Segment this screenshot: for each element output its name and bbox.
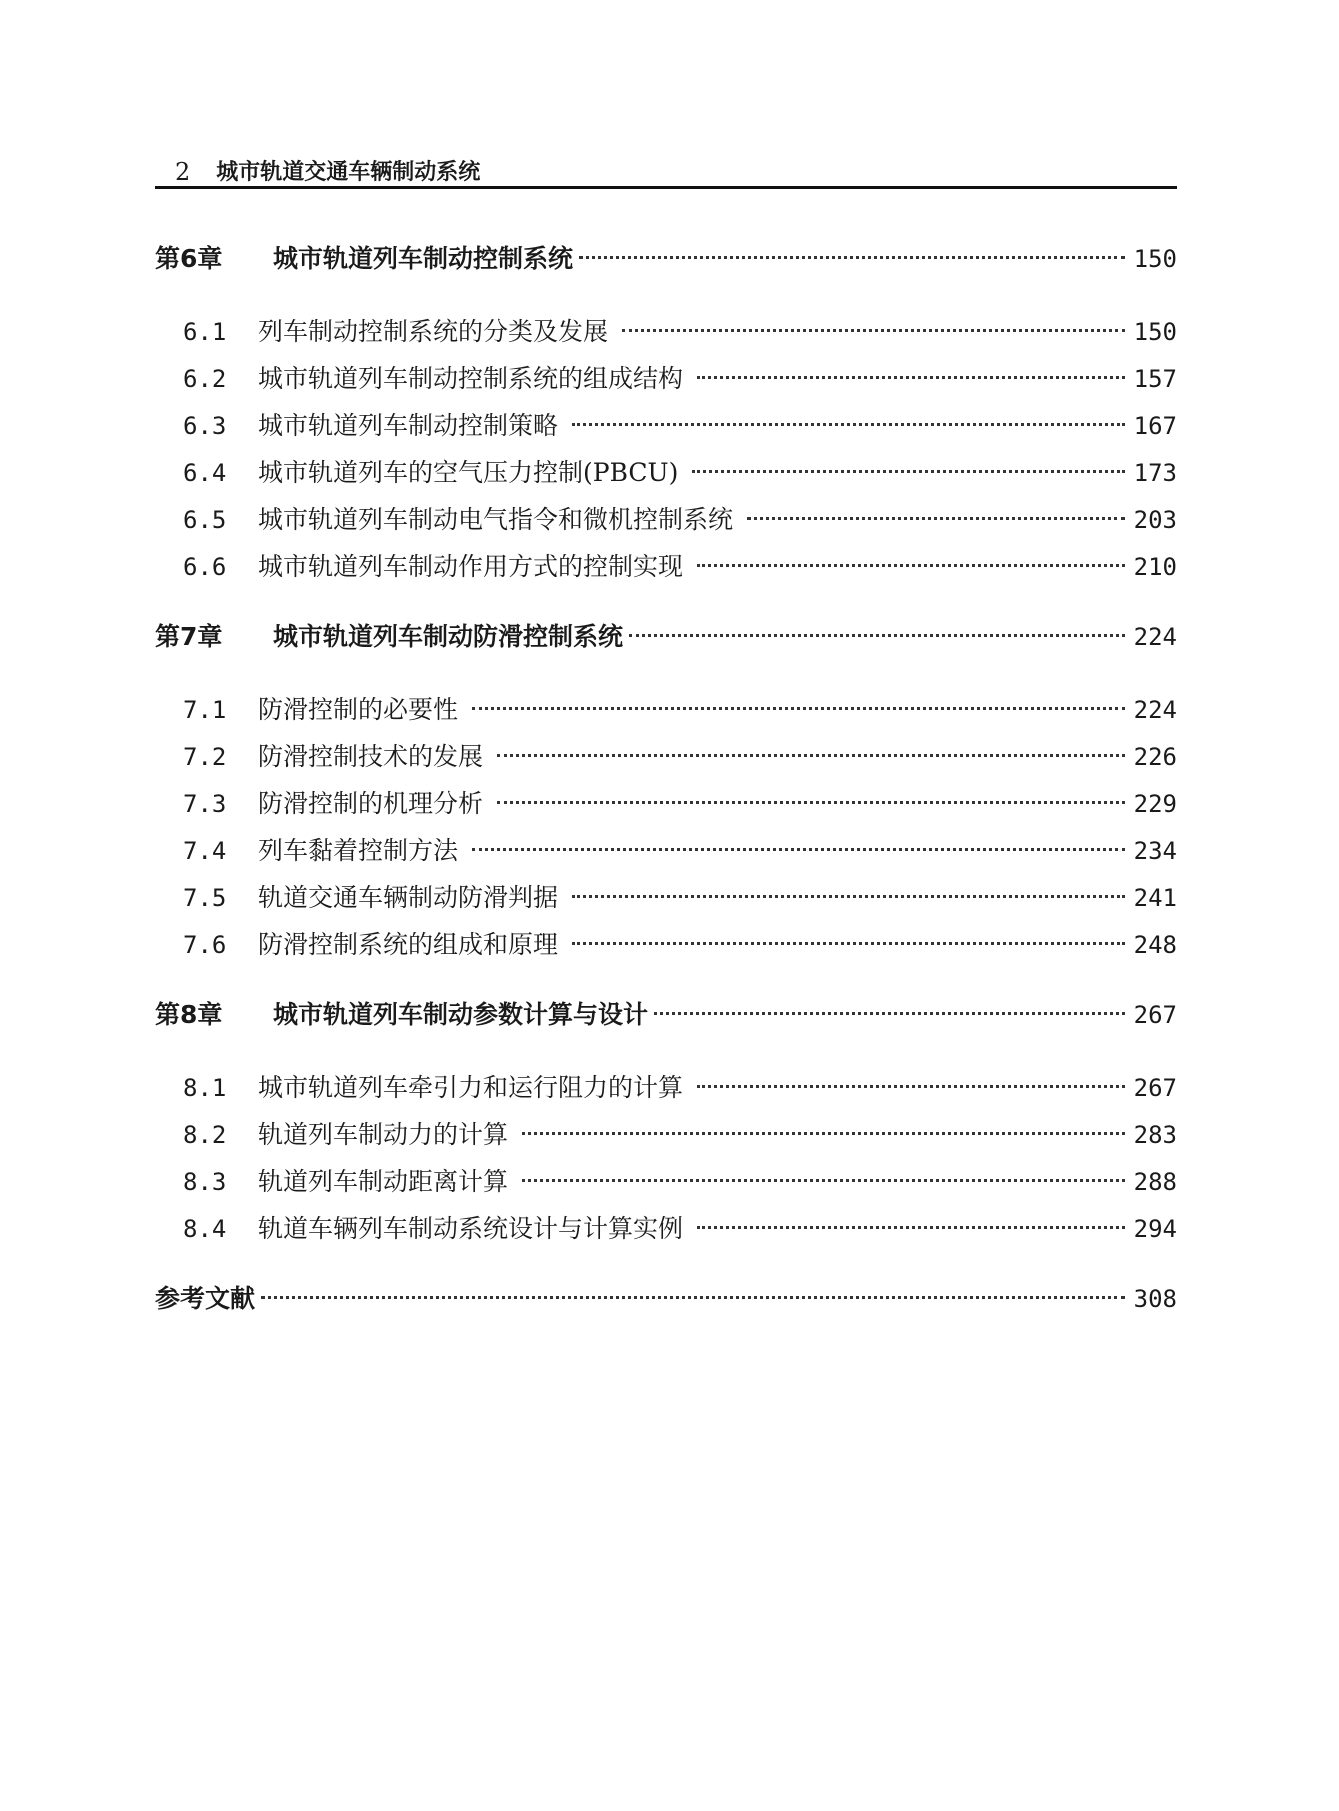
toc-section-6-4[interactable] xyxy=(155,449,1177,496)
section-number: 8.4 xyxy=(183,1215,227,1243)
section-title: 城市轨道列车牵引力和运行阻力的计算 xyxy=(258,1073,684,1102)
toc-section-6-5[interactable] xyxy=(155,496,1177,543)
spacer xyxy=(155,1036,1177,1064)
dot-leader xyxy=(522,1132,1125,1135)
chapter-page: 267 xyxy=(1133,1001,1177,1029)
section-number: 6.4 xyxy=(183,459,227,487)
section-title: 防滑控制的必要性 xyxy=(258,695,459,724)
dot-leader xyxy=(697,1226,1125,1229)
header-rule xyxy=(155,186,1177,189)
header-book-title: 城市轨道交通车辆制动系统 xyxy=(216,160,481,185)
section-number: 8.2 xyxy=(183,1121,227,1149)
chapter-title: 城市轨道列车制动参数计算与设计 xyxy=(273,1000,649,1029)
spacer xyxy=(155,1252,1177,1278)
dot-leader xyxy=(629,634,1125,637)
dot-leader xyxy=(497,754,1125,757)
section-number: 7.4 xyxy=(183,837,227,865)
section-number: 6.2 xyxy=(183,365,227,393)
section-number: 6.5 xyxy=(183,506,227,534)
section-page: 241 xyxy=(1133,884,1177,912)
section-title: 城市轨道列车制动作用方式的控制实现 xyxy=(258,552,684,581)
section-page: 283 xyxy=(1133,1121,1177,1149)
running-header xyxy=(155,142,1177,186)
chapter-number: 第6章 xyxy=(155,244,223,273)
section-title: 城市轨道列车的空气压力控制(PBCU) xyxy=(258,458,679,487)
section-page: 288 xyxy=(1133,1168,1177,1196)
section-number: 6.6 xyxy=(183,553,227,581)
section-title: 轨道列车制动力的计算 xyxy=(258,1120,509,1149)
header-page-number: 2 xyxy=(175,158,191,186)
chapter-page: 224 xyxy=(1133,623,1177,651)
section-page: 173 xyxy=(1133,459,1177,487)
section-title: 防滑控制技术的发展 xyxy=(258,742,484,771)
section-title: 防滑控制系统的组成和原理 xyxy=(258,930,559,959)
section-page: 294 xyxy=(1133,1215,1177,1243)
toc-section-7-4[interactable] xyxy=(155,827,1177,874)
toc-section-8-2[interactable] xyxy=(155,1111,1177,1158)
section-page: 229 xyxy=(1133,790,1177,818)
toc-section-7-2[interactable] xyxy=(155,733,1177,780)
toc-section-7-3[interactable] xyxy=(155,780,1177,827)
dot-leader xyxy=(579,256,1125,259)
dot-leader xyxy=(472,848,1125,851)
section-page: 267 xyxy=(1133,1074,1177,1102)
toc-references[interactable] xyxy=(155,1278,1177,1320)
section-title: 城市轨道列车制动控制系统的组成结构 xyxy=(258,364,684,393)
toc-section-6-2[interactable] xyxy=(155,355,1177,402)
dot-leader xyxy=(692,470,1125,473)
dot-leader xyxy=(747,517,1125,520)
section-page: 224 xyxy=(1133,696,1177,724)
section-title: 城市轨道列车制动电气指令和微机控制系统 xyxy=(258,505,734,534)
chapter-number: 第8章 xyxy=(155,1000,223,1029)
toc-section-8-1[interactable] xyxy=(155,1064,1177,1111)
spacer xyxy=(155,280,1177,308)
section-number: 7.6 xyxy=(183,931,227,959)
toc-chapter-6[interactable] xyxy=(155,238,1177,280)
section-page: 234 xyxy=(1133,837,1177,865)
section-number: 6.1 xyxy=(183,318,227,346)
section-title: 轨道列车制动距离计算 xyxy=(258,1167,509,1196)
toc-section-7-1[interactable] xyxy=(155,686,1177,733)
spacer xyxy=(155,968,1177,994)
dot-leader xyxy=(622,329,1125,332)
dot-leader xyxy=(472,707,1125,710)
toc-section-7-6[interactable] xyxy=(155,921,1177,968)
chapter-title: 城市轨道列车制动控制系统 xyxy=(273,244,574,273)
section-page: 150 xyxy=(1133,318,1177,346)
section-page: 157 xyxy=(1133,365,1177,393)
section-title: 城市轨道列车制动控制策略 xyxy=(258,411,559,440)
dot-leader xyxy=(697,564,1125,567)
section-page: 226 xyxy=(1133,743,1177,771)
chapter-page: 150 xyxy=(1133,245,1177,273)
chapter-number: 第7章 xyxy=(155,622,223,651)
section-page: 203 xyxy=(1133,506,1177,534)
section-title: 轨道车辆列车制动系统设计与计算实例 xyxy=(258,1214,684,1243)
toc-section-7-5[interactable] xyxy=(155,874,1177,921)
toc-section-6-1[interactable] xyxy=(155,308,1177,355)
dot-leader xyxy=(522,1179,1125,1182)
spacer xyxy=(155,658,1177,686)
references-page: 308 xyxy=(1133,1285,1177,1313)
dot-leader xyxy=(572,423,1125,426)
section-number: 7.2 xyxy=(183,743,227,771)
table-of-contents xyxy=(155,238,1177,1320)
references-title: 参考文献 xyxy=(155,1284,256,1313)
section-title: 列车黏着控制方法 xyxy=(258,836,459,865)
section-title: 防滑控制的机理分析 xyxy=(258,789,484,818)
dot-leader xyxy=(497,801,1125,804)
toc-chapter-7[interactable] xyxy=(155,616,1177,658)
section-number: 7.3 xyxy=(183,790,227,818)
section-title: 列车制动控制系统的分类及发展 xyxy=(258,317,609,346)
spacer xyxy=(155,590,1177,616)
section-number: 7.1 xyxy=(183,696,227,724)
dot-leader xyxy=(697,1085,1125,1088)
section-number: 6.3 xyxy=(183,412,227,440)
toc-section-8-4[interactable] xyxy=(155,1205,1177,1252)
toc-section-8-3[interactable] xyxy=(155,1158,1177,1205)
toc-section-6-6[interactable] xyxy=(155,543,1177,590)
dot-leader xyxy=(654,1012,1125,1015)
section-title: 轨道交通车辆制动防滑判据 xyxy=(258,883,559,912)
section-page: 248 xyxy=(1133,931,1177,959)
section-number: 8.1 xyxy=(183,1074,227,1102)
chapter-title: 城市轨道列车制动防滑控制系统 xyxy=(273,622,624,651)
section-page: 210 xyxy=(1133,553,1177,581)
toc-chapter-8[interactable] xyxy=(155,994,1177,1036)
dot-leader xyxy=(572,942,1125,945)
dot-leader xyxy=(572,895,1125,898)
section-number: 7.5 xyxy=(183,884,227,912)
dot-leader xyxy=(697,376,1125,379)
toc-section-6-3[interactable] xyxy=(155,402,1177,449)
section-number: 8.3 xyxy=(183,1168,227,1196)
dot-leader xyxy=(261,1296,1125,1299)
section-page: 167 xyxy=(1133,412,1177,440)
